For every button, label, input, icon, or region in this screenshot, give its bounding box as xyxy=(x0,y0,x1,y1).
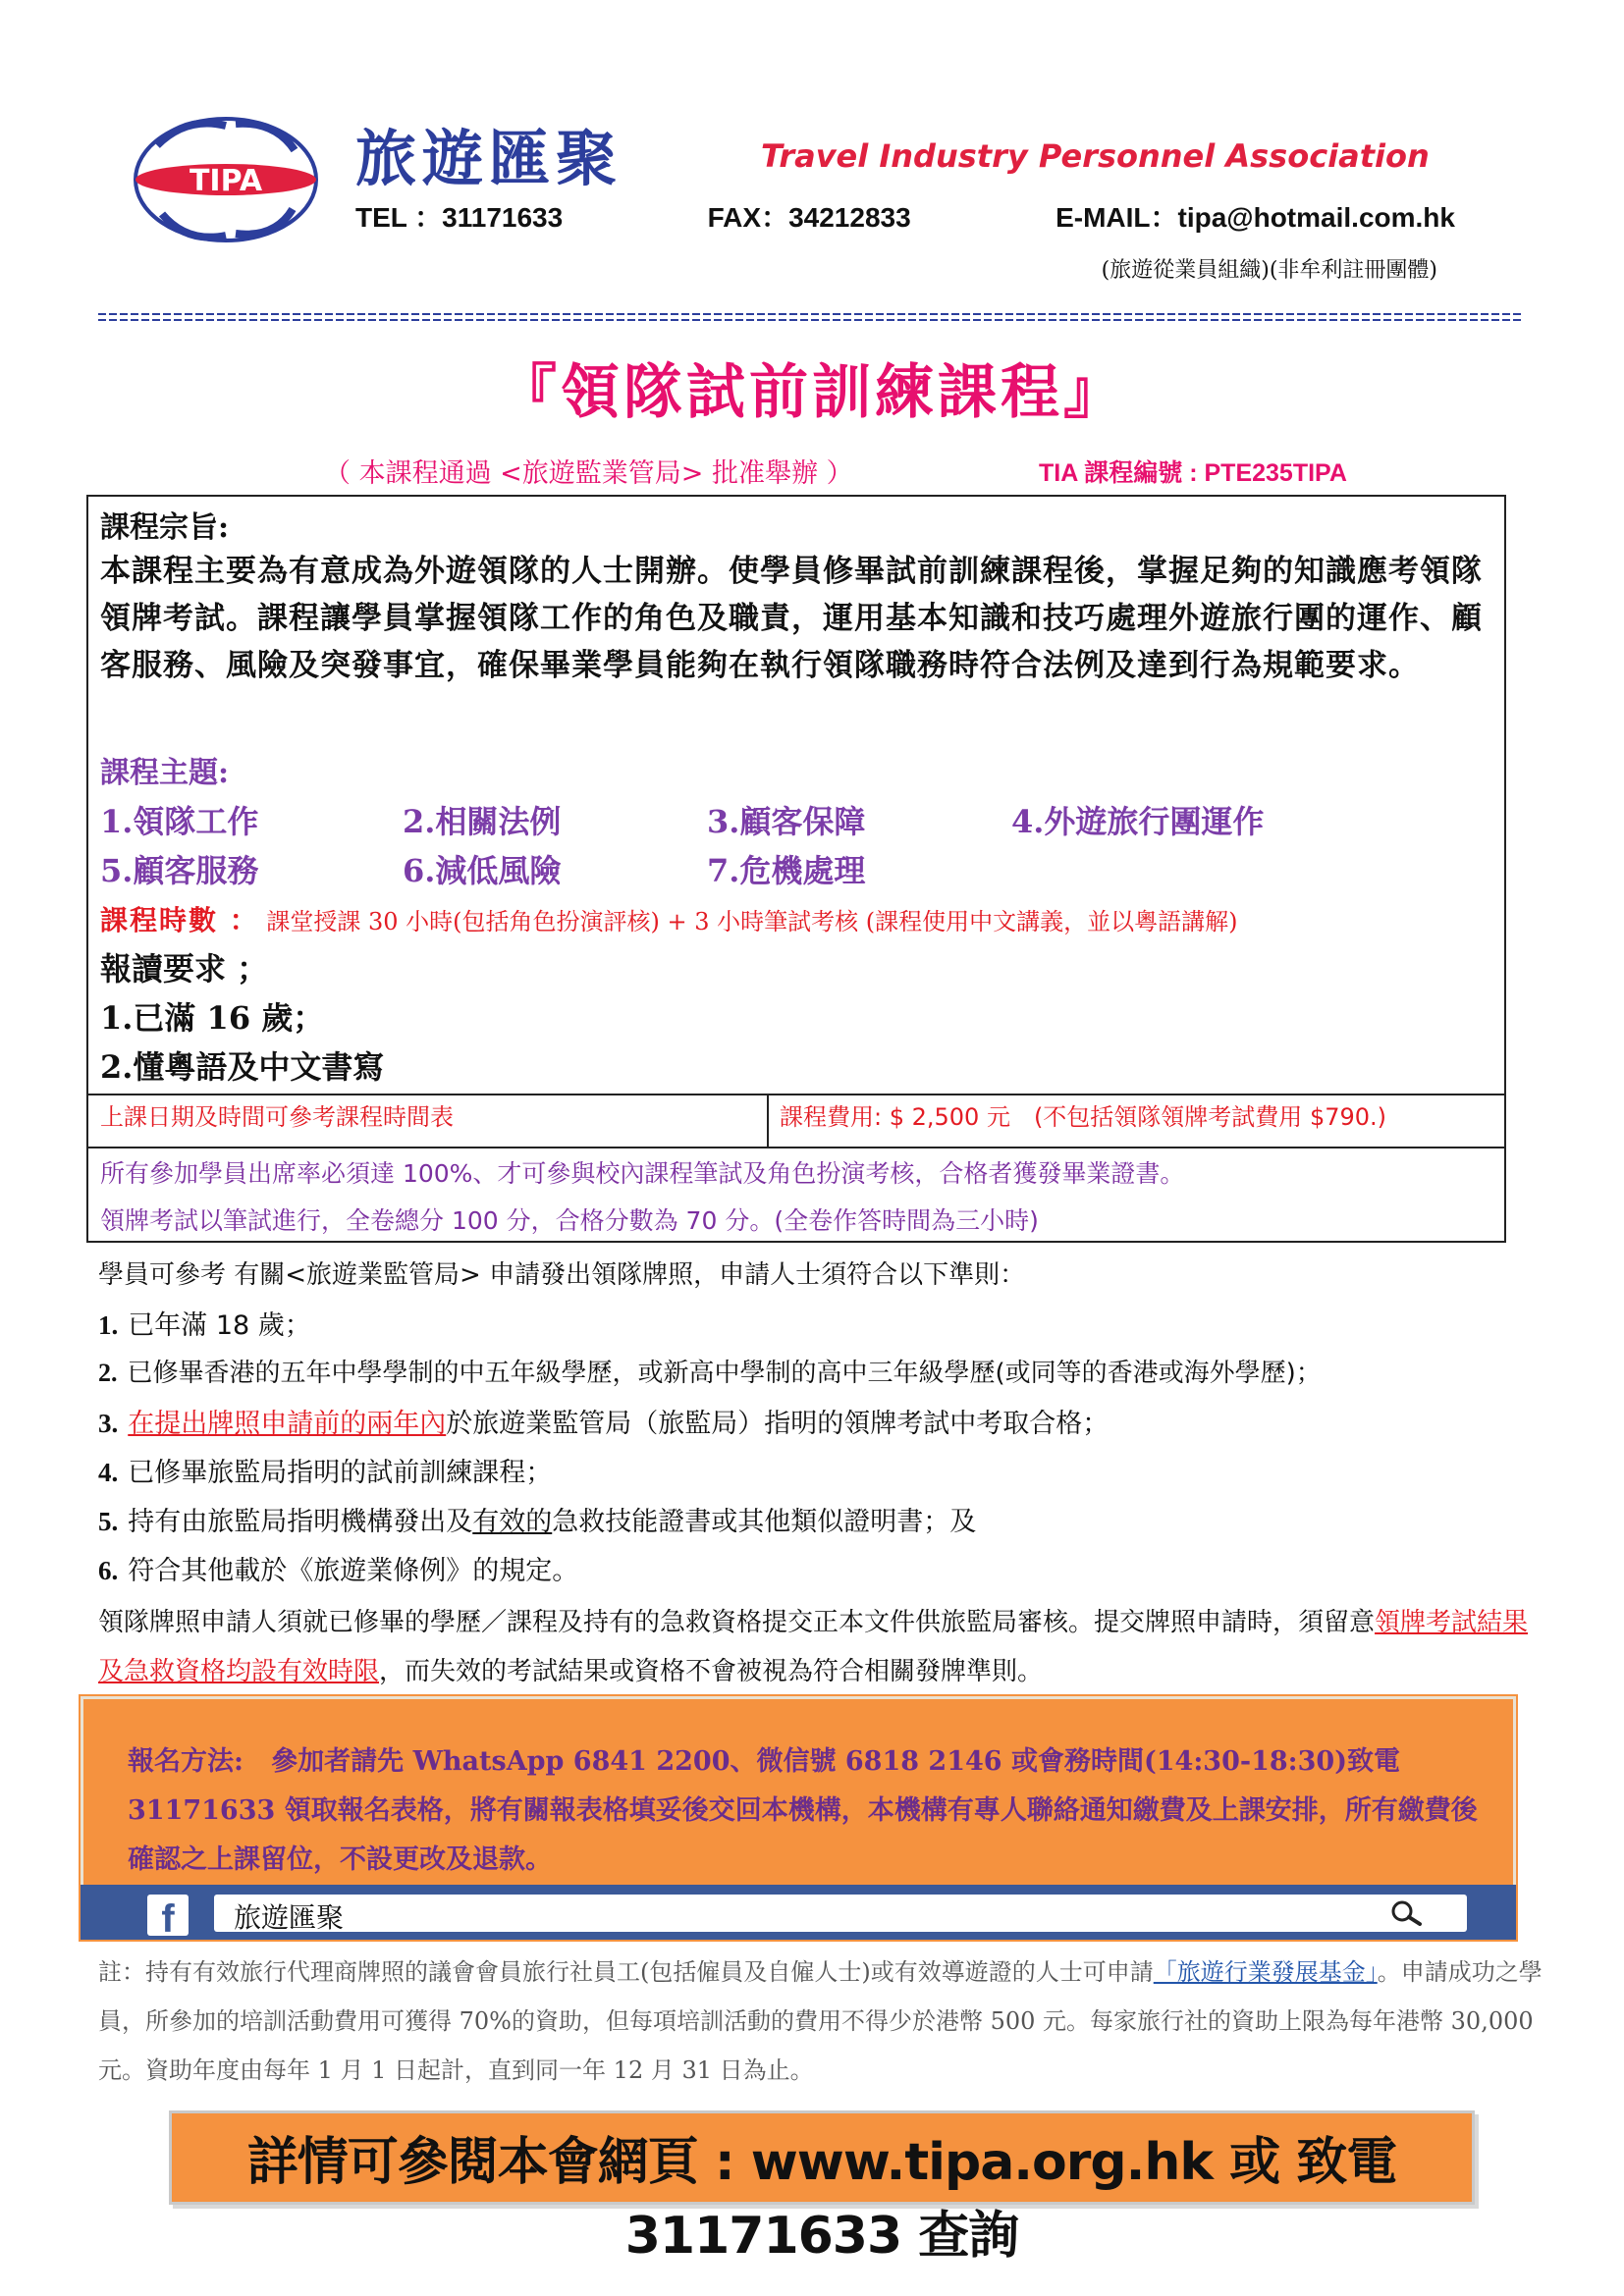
license-paragraph xyxy=(98,1598,1547,1696)
requirement-item: 1.已滿 16 歲； xyxy=(100,999,325,1037)
license-item xyxy=(98,1304,311,1342)
license-item xyxy=(98,1451,552,1489)
fee-cell: 課程費用: $ 2,500 元 (不包括領隊領牌考試費用 $790.) xyxy=(780,1103,1387,1131)
time-limit-highlight: 在提出牌照申請前的兩年內 xyxy=(128,1409,447,1439)
note-text: 註：持有有效旅行代理商牌照的議會會員旅行社員工(包括僱員及自僱人士)或有效導遊證的人士可申請 xyxy=(98,1958,1154,1986)
search-icon[interactable] xyxy=(1386,1898,1426,1928)
org-name-cn: 旅遊匯聚 xyxy=(355,123,623,194)
org-name-en: Travel Industry Personnel Association xyxy=(761,137,1430,175)
logo-text: TIPA xyxy=(189,164,263,198)
requirements-heading: 報讀要求 ； xyxy=(100,950,269,988)
topic-item: 7.危機處理 xyxy=(707,852,866,889)
facebook-search-field[interactable] xyxy=(214,1895,1467,1932)
requirement-item: 2.懂粵語及中文書寫 xyxy=(100,1048,385,1086)
topic-item: 6.減低風險 xyxy=(403,852,562,889)
exam-text: 領牌考試以筆試進行，全卷總分 100 分，合格分數為 70 分。(全卷作答時間為三小時) xyxy=(100,1206,1039,1235)
item-number: 1. xyxy=(98,1310,119,1340)
header-rule xyxy=(98,310,1522,324)
registration-label: 報名方法: xyxy=(128,1746,244,1777)
item-number: 6. xyxy=(98,1556,119,1585)
para-text: ，而失效的考試結果或資格不會被視為符合相關發牌準則。 xyxy=(379,1657,1044,1686)
footer-text: 詳情可參閱本會網頁 : www.tipa.org.hk 或 致電 31171633 查詢 xyxy=(246,2133,1397,2266)
org-note: (旅遊從業員組織)(非牟利註冊團體) xyxy=(1101,258,1437,283)
item-number: 3. xyxy=(98,1409,119,1438)
item-text: 急救技能證書或其他類似證明書；及 xyxy=(552,1507,977,1537)
registration-text xyxy=(128,1737,1483,1885)
item-text-underlined: 有效的 xyxy=(472,1507,553,1537)
tel: TEL ：31171633 xyxy=(355,202,564,233)
purpose-text: 本課程主要為有意成為外遊領隊的人士開辦。使學員修畢試前訓練課程後，掌握足夠的知識應考領隊領牌考試。課程讓學員掌握領隊工作的角色及職責，運用基本知識和技巧處理外遊旅行團的運作、顧客服務、風險及突發事宜，確保畢業學員能夠在執行領隊職務時符合法例及達到行為規範要求。 xyxy=(100,554,1483,683)
topic-item: 3.顧客保障 xyxy=(707,803,866,840)
topic-item: 4.外遊旅行團運作 xyxy=(1011,803,1265,840)
tipa-logo xyxy=(128,106,324,253)
topic-item: 5.顧客服務 xyxy=(100,852,259,889)
item-text: 已修畢旅監局指明的試前訓練課程； xyxy=(128,1458,553,1488)
license-item xyxy=(98,1402,1109,1440)
email[interactable]: E-MAIL：tipa@hotmail.com.hk xyxy=(1056,202,1455,233)
validity-highlight: 領牌考試結果及急救資格均設有效時限 xyxy=(98,1608,1529,1686)
license-intro: 學員可參考 有關<旅遊業監管局> 申請發出領隊牌照，申請人士須符合以下準則： xyxy=(98,1260,1026,1290)
schedule-cell: 上課日期及時間可參考課程時間表 xyxy=(100,1103,454,1131)
hours-text: 課堂授課 30 小時(包括角色扮演評核) + 3 小時筆試考核 (課程使用中文講義，並以粵語講解) xyxy=(266,908,1238,935)
note-text: 。申請成功之學員，所參加的培訓活動費用可獲得 70%的資助，但每項培訓活動的費用不得少於港幣 500 元。每家旅行社的資助上限為每年港幣 30,000 元。資助年度由每年 1 月 1 日起計，直到同一年 12 月 31 日為止。 xyxy=(98,1958,1543,2084)
registration-body: 參加者請先 WhatsApp 6841 2200、微信號 6818 2146 或會務時間(14:30-18:30)致電 31171633 領取報名表格，將有關報表格填妥後交回本機構，本機構有專人聯絡通知繳費及上課安排，所有繳費後確認之上課留位，不設更改及退款。 xyxy=(128,1746,1478,1875)
item-text: 符合其他載於《旅遊業條例》的規定。 xyxy=(128,1556,579,1586)
fund-link[interactable]: 「旅遊行業發展基金」 xyxy=(1153,1958,1378,1986)
license-item xyxy=(98,1500,976,1538)
topic-item: 1.領隊工作 xyxy=(100,803,259,840)
item-text: 持有由旅監局指明機構發出及 xyxy=(128,1507,473,1537)
item-text: 已年滿 18 歲； xyxy=(128,1310,311,1341)
course-code: TIA 課程編號 : PTE235TIPA xyxy=(1039,459,1347,487)
facebook-search-text: 旅遊匯聚 xyxy=(234,1901,345,1934)
item-number: 4. xyxy=(98,1458,119,1487)
item-text: 已修畢香港的五年中學學制的中五年級學歷，或新高中學制的高中三年級學歷(或同等的香港或海外學歷)； xyxy=(127,1359,1322,1388)
contact-line xyxy=(355,196,1455,236)
fax: FAX：34212833 xyxy=(707,202,911,233)
license-item xyxy=(98,1353,1322,1389)
topic-item: 2.相關法例 xyxy=(403,803,562,840)
item-number: 5. xyxy=(98,1507,119,1536)
subsidy-note xyxy=(98,1948,1551,2095)
page-title: 『領隊試前訓練課程』 xyxy=(498,358,1126,427)
course-hours xyxy=(100,899,1238,938)
license-item xyxy=(98,1549,578,1587)
item-text: 於旅遊業監管局（旅監局）指明的領牌考試中考取合格； xyxy=(446,1409,1110,1439)
purpose-heading: 課程宗旨: xyxy=(100,510,230,545)
subtitle: （ 本課程通過 <旅遊監業管局> 批准舉辦 ） xyxy=(324,458,853,489)
hours-label: 課程時數 ： xyxy=(100,904,259,936)
para-text: 領隊牌照申請人須就已修畢的學歷／課程及持有的急救資格提交正本文件供旅監局審核。提交牌照申請時，須留意 xyxy=(98,1608,1376,1637)
facebook-icon[interactable]: f xyxy=(147,1895,189,1936)
attendance-text: 所有參加學員出席率必須達 100%、才可參與校內課程筆試及角色扮演考核，合格者獲發畢業證書。 xyxy=(100,1159,1185,1188)
topics-heading: 課程主題: xyxy=(100,756,230,790)
item-number: 2. xyxy=(98,1359,118,1387)
